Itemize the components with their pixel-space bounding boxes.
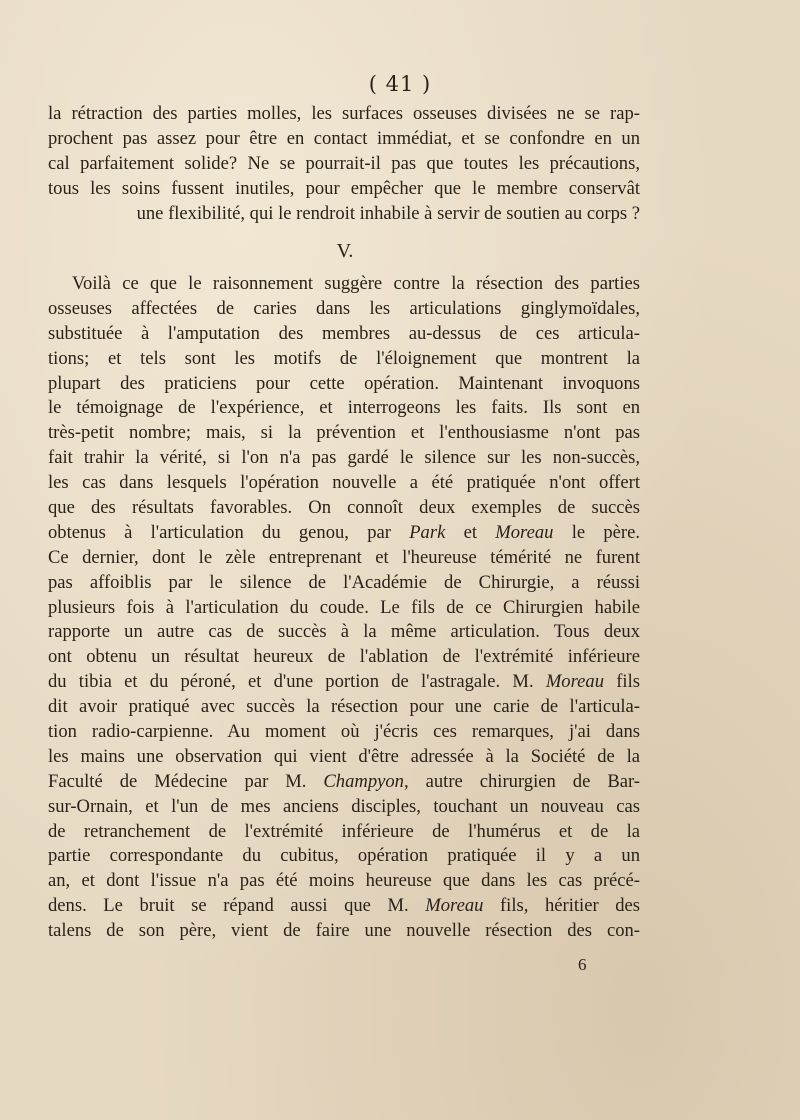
text-segment: autre chirurgien de Bar-: [408, 770, 640, 792]
text-segment: dit avoir pratiqué avec succès la résection pour une carie de l'articula-: [48, 696, 640, 718]
text-line: [48, 720, 640, 745]
text-segment: plupart des praticiens pour cette opération. Maintenant invoquons: [48, 372, 640, 394]
text-segment: sur-Ornain, et l'un de mes anciens disciples, touchant un nouveau cas: [48, 795, 640, 817]
text-line: [48, 695, 640, 720]
proper-name: Moreau: [545, 671, 604, 693]
text-segment: an, et dont l'issue n'a pas été moins heureuse que dans les cas précé-: [48, 870, 640, 892]
text-line: [48, 471, 640, 496]
text-segment: les mains une observation qui vient d'être adressée à la Société de la: [48, 745, 640, 767]
text-segment: le témoignage de l'expérience, et interrogeons les faits. Ils sont en: [48, 397, 640, 419]
text-segment: et: [445, 521, 496, 543]
text-segment: le père.: [553, 521, 641, 543]
text-segment: du tibia et du péroné, et d'une portion de l'astragale. M.: [48, 671, 546, 693]
text-line: [48, 421, 640, 446]
section-heading: V.: [336, 240, 354, 262]
text-segment: que des résultats favorables. On connoît deux exemples de succès: [48, 497, 640, 519]
text-line: [48, 620, 640, 645]
proper-name: Park: [409, 521, 446, 543]
text-line: [48, 795, 640, 820]
text-segment: partie correspondante du cubitus, opération pratiquée il y a un: [48, 845, 640, 867]
proper-name: Moreau: [495, 521, 554, 543]
text-segment: plusieurs fois à l'articulation du coude. Le fils de ce Chirurgien habile: [48, 596, 640, 618]
text-line: [48, 297, 640, 322]
text-segment: fait trahir la vérité, si l'on n'a pas gardé le silence sur les non-succès,: [48, 447, 640, 469]
text-segment: substituée à l'amputation des membres au-dessus de ces articula-: [48, 322, 640, 344]
text-line: [48, 272, 640, 297]
text-segment: Faculté de Médecine par M.: [48, 770, 324, 792]
text-segment: très-petit nombre; mais, si la prévention et l'enthousiasme n'ont pas: [48, 422, 640, 444]
text-line: [48, 844, 640, 869]
text-line: une flexibilité, qui le rendroit inhabile à servir de soutien au corps ?: [136, 202, 640, 224]
text-line: [48, 372, 640, 397]
proper-name: Moreau: [425, 895, 484, 917]
text-line: [48, 645, 640, 670]
text-segment: tion radio-carpienne. Au moment où j'écris ces remarques, j'ai dans: [48, 721, 640, 743]
text-line: la rétraction des parties molles, les surfaces osseuses divisées ne se rap-: [48, 103, 640, 124]
body-paragraph: [48, 272, 640, 944]
text-line: [48, 745, 640, 770]
text-line: [48, 820, 640, 845]
text-line: [48, 446, 640, 471]
text-segment: osseuses affectées de caries dans les articulations ginglymoïdales,: [48, 297, 640, 319]
text-segment: Voilà ce que le raisonnement suggère contre la résection des parties: [72, 273, 640, 294]
text-line: tous les soins fussent inutiles, pour empêcher que le membre conservât: [48, 177, 640, 199]
text-line: [48, 322, 640, 347]
text-line: [48, 919, 640, 944]
text-segment: fils, héritier des: [483, 895, 640, 917]
text-line: [48, 496, 640, 521]
intro-paragraph: [48, 102, 640, 226]
text-line: cal parfaitement solide? Ne se pourrait-il pas que toutes les précautions,: [48, 152, 640, 174]
text-line: [48, 596, 640, 621]
text-segment: rapporte un autre cas de succès à la même articulation. Tous deux: [48, 621, 640, 643]
page-number: ( 41 ): [368, 72, 432, 96]
text-segment: dens. Le bruit se répand aussi que M.: [48, 895, 426, 917]
text-segment: fils: [604, 671, 640, 693]
text-line: [48, 521, 640, 546]
text-line: [48, 894, 640, 919]
text-line: prochent pas assez pour être en contact immédiat, et se confondre en un: [48, 127, 640, 149]
text-line: [48, 546, 640, 571]
text-line: [48, 670, 640, 695]
text-segment: pas affoiblis par le silence de l'Académie de Chirurgie, a réussi: [48, 571, 640, 593]
text-segment: de retranchement de l'extrémité inférieure de l'humérus et de la: [48, 820, 640, 842]
text-segment: ont obtenu un résultat heureux de l'ablation de l'extrémité inférieure: [48, 646, 640, 668]
text-line: [48, 571, 640, 596]
text-line: [48, 396, 640, 421]
text-line: [48, 347, 640, 372]
text-segment: Ce dernier, dont le zèle entreprenant et l'heureuse témérité ne furent: [48, 546, 640, 568]
text-segment: obtenus à l'articulation du genou, par: [48, 521, 410, 543]
signature-mark: 6: [578, 955, 587, 974]
proper-name: Champyon,: [323, 770, 409, 792]
text-segment: tions; et tels sont les motifs de l'éloignement que montrent la: [48, 347, 640, 369]
text-line: [48, 869, 640, 894]
text-segment: les cas dans lesquels l'opération nouvelle a été pratiquée n'ont offert: [48, 472, 640, 494]
text-line: [48, 770, 640, 795]
text-segment: talens de son père, vient de faire une nouvelle résection des con-: [48, 920, 640, 942]
